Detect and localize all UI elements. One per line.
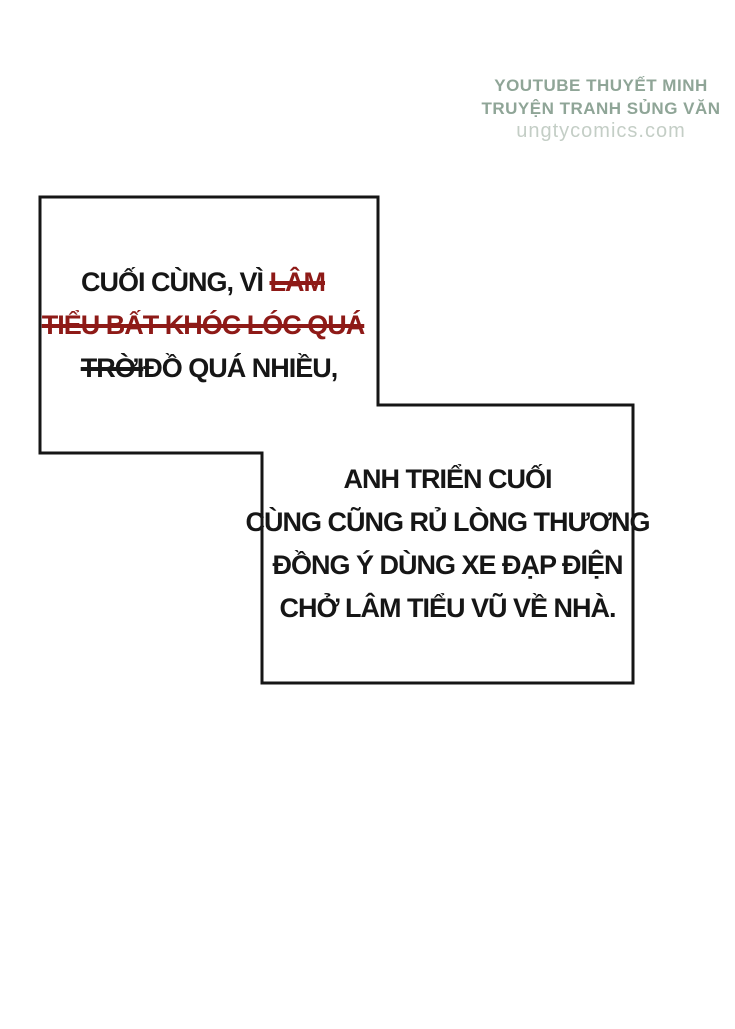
caption1-line3-black-strikethrough-text: TRỜI: [80, 352, 144, 383]
caption1-line2-red-strikethrough-text: TIỂU BẤT KHÓC LÓC QUÁ: [41, 309, 365, 340]
caption1-line1: [81, 261, 337, 304]
caption1-line3: [81, 347, 338, 390]
caption2-line1: ANH TRIỂN CUỐI: [343, 464, 552, 494]
caption1-line3-black-text: ĐỒ QUÁ NHIỀU,: [143, 352, 338, 383]
caption1-line1-red-strikethrough-text: LÂM: [269, 266, 325, 297]
caption1-line2: [42, 304, 377, 347]
caption2-line4: CHỞ LÂM TIỂU VŨ VỀ NHÀ.: [279, 593, 616, 623]
caption2-line3: ĐỒNG Ý DÙNG XE ĐẠP ĐIỆN: [272, 550, 623, 580]
watermark: [479, 74, 723, 143]
caption-panel-2: [245, 408, 650, 680]
watermark-line-1: YOUTUBE THUYẾT MINH: [494, 76, 708, 95]
caption2-line2: CÙNG CŨNG RỦ LÒNG THƯƠNG: [245, 507, 650, 537]
watermark-line-2: TRUYỆN TRANH SỦNG VĂN: [481, 99, 721, 118]
watermark-site-url: ungtycomics.com: [516, 120, 686, 142]
caption1-line1-black-text: CUỐI CÙNG, VÌ: [81, 266, 270, 297]
